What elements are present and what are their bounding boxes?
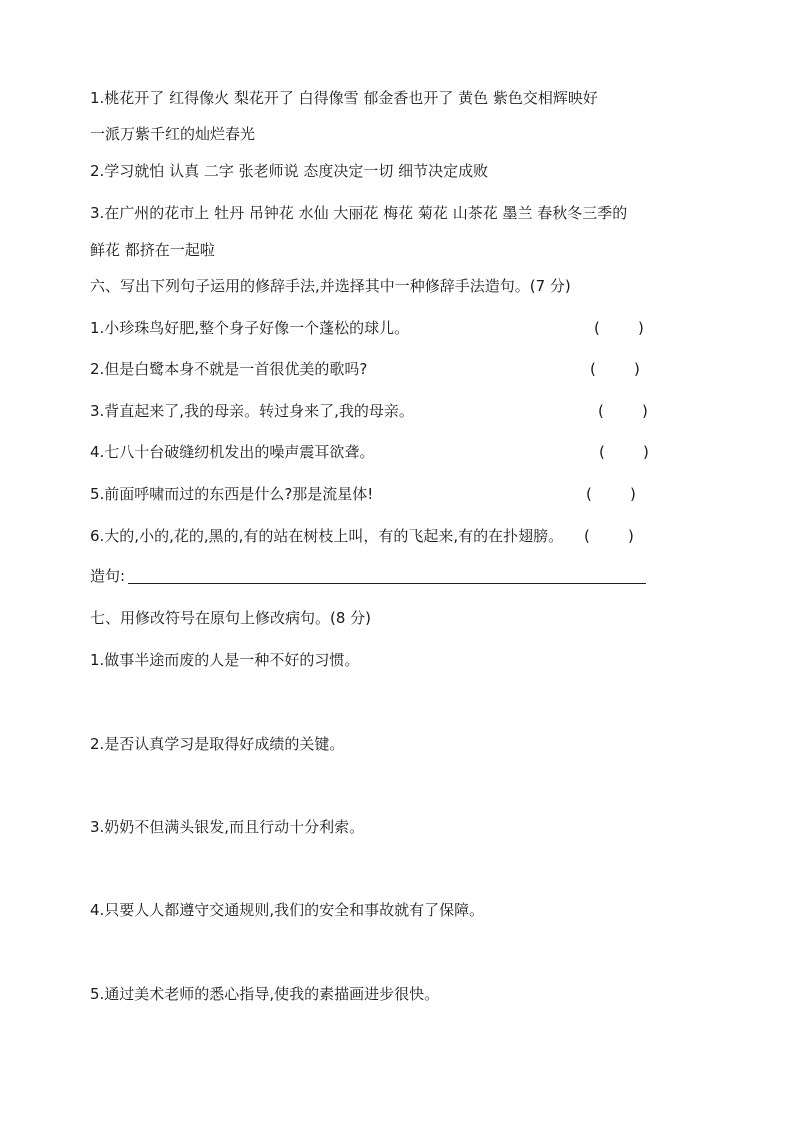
punctuation-item-2: 2.学习就怕 认真 二字 张老师说 态度决定一切 细节决定成败 xyxy=(90,162,489,180)
answer-blank-3[interactable]: ( ) xyxy=(598,402,648,420)
rhetoric-item-1: 1.小珍珠鸟好肥,整个身子好像一个蓬松的球儿。 xyxy=(90,319,410,337)
punctuation-item-3-line-2: 鲜花 都挤在一起啦 xyxy=(90,241,215,259)
answer-blank-5[interactable]: ( ) xyxy=(586,485,636,503)
punctuation-item-3-line-1: 3.在广州的花市上 牡丹 吊钟花 水仙 大丽花 梅花 菊花 山茶花 墨兰 春秋冬三季的 xyxy=(90,204,628,222)
answer-blank-1[interactable]: ( ) xyxy=(594,319,644,337)
make-sentence-label: 造句: xyxy=(90,567,126,585)
sentence-correction-item-4: 4.只要人人都遵守交通规则,我们的安全和事故就有了保障。 xyxy=(90,901,485,919)
punctuation-item-1-line-1: 1.桃花开了 红得像火 梨花开了 白得像雪 郁金香也开了 黄色 紫色交相辉映好 xyxy=(90,89,598,107)
rhetoric-item-2: 2.但是白鹭本身不就是一首很优美的歌吗? xyxy=(90,360,368,378)
rhetoric-item-3: 3.背直起来了,我的母亲。转过身来了,我的母亲。 xyxy=(90,402,414,420)
answer-blank-6[interactable]: ( ) xyxy=(584,527,634,545)
section-6-title: 六、写出下列句子运用的修辞手法,并选择其中一种修辞手法造句。(7 分) xyxy=(90,277,571,295)
sentence-correction-item-1: 1.做事半途而废的人是一种不好的习惯。 xyxy=(90,651,360,669)
answer-blank-4[interactable]: ( ) xyxy=(599,443,649,461)
rhetoric-item-4: 4.七八十台破缝纫机发出的噪声震耳欲聋。 xyxy=(90,443,375,461)
section-7-title: 七、用修改符号在原句上修改病句。(8 分) xyxy=(90,609,372,627)
punctuation-item-1-line-2: 一派万紫千红的灿烂春光 xyxy=(90,125,256,143)
sentence-correction-item-5: 5.通过美术老师的悉心指导,使我的素描画进步很快。 xyxy=(90,985,440,1003)
sentence-correction-item-2: 2.是否认真学习是取得好成绩的关键。 xyxy=(90,735,345,753)
sentence-correction-item-3: 3.奶奶不但满头银发,而且行动十分利索。 xyxy=(90,818,365,836)
answer-blank-2[interactable]: ( ) xyxy=(590,360,640,378)
rhetoric-item-6: 6.大的,小的,花的,黑的,有的站在树枝上叫，有的飞起来,有的在扑翅膀。 xyxy=(90,527,564,545)
make-sentence-line[interactable] xyxy=(128,583,646,584)
rhetoric-item-5: 5.前面呼啸而过的东西是什么?那是流星体! xyxy=(90,485,374,503)
